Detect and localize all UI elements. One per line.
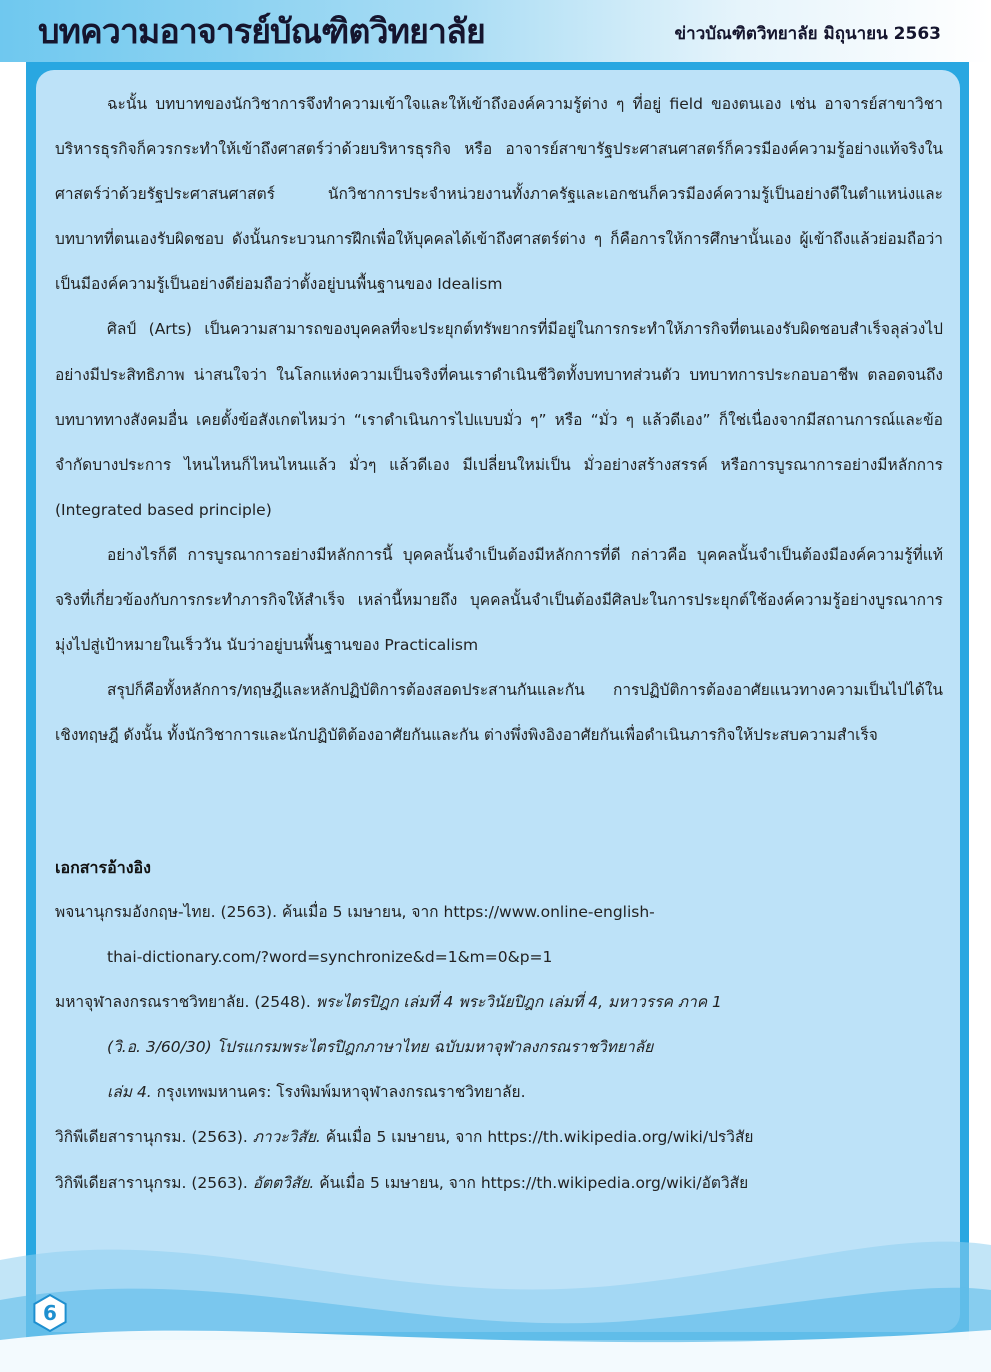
page-title: บทความอาจารย์บัณฑิตวิทยาลัย — [38, 12, 485, 52]
paragraph: ฉะนั้น บทบาทของนักวิชาการจึงทำความเข้าใจและให้เข้าถึงองค์ความรู้ต่าง ๆ ที่อยู่ field ของตนเอง เช่น อาจารย์สาขาวิชาบริหารธุรกิจก็ควรกระทำให้เข้าถึงศาสตร์ว่าด้วยบริหารธุรกิจ หรือ อาจารย์สาขารัฐประศาสนศาสตร์ก็ควรมีองค์ความรู้อย่างแท้จริงในศาสตร์ว่าด้วยรัฐประศาสนศาสตร์ นักวิชาการประจำหน่วยงานทั้งภาครัฐและเอกชนก็ควรมีองค์ความรู้เป็นอย่างดีในตำแหน่งและบทบาทที่ตนเองรับผิดชอบ ดังนั้นกระบวนการฝึกเพื่อให้บุคคลได้เข้าถึงศาสตร์ต่าง ๆ ก็คือการให้การศึกษานั้นเอง ผู้เข้าถึงแล้วย่อมถือว่าเป็นมีองค์ความรู้เป็นอย่างดีย่อมถือว่าตั้งอยู่บนพื้นฐานของ Idealism — [55, 95, 943, 294]
paragraph: สรุปก็คือทั้งหลักการ/ทฤษฎีและหลักปฏิบัติการต้องสอดประสานกันและกัน การปฏิบัติการต้องอาศัยแนวทางความเป็นไปได้ในเชิงทฤษฎี ดังนั้น ทั้งนักวิชาการและนักปฏิบัติต้องอาศัยกันและกัน ต่างพึ่งพิงอิงอาศัยกันเพื่อดำเนินภารกิจให้ประสบความสำเร็จ — [55, 681, 943, 745]
paragraph: ศิลป์ (Arts) เป็นความสามารถของบุคคลที่จะประยุกต์ทรัพยากรที่มีอยู่ในการกระทำให้ภารกิจที่ตนเองรับผิดชอบสำเร็จลุล่วงไปอย่างมีประสิทธิภาพ น่าสนใจว่า ในโลกแห่งความเป็นจริงที่คนเราดำเนินชีวิตทั้งบทบาทส่วนตัว บทบาทการประกอบอาชีพ ตลอดจนถึงบทบาททางสังคมอื่น เคยตั้งข้อสังเกตไหมว่า “เราดำเนินการไปแบบมั่ว ๆ” หรือ “มั่ว ๆ แล้วดีเอง” ก็ใช่เนื่องจากมีสถานการณ์และข้อจำกัดบางประการ ไหนไหนก็ไหนไหนแล้ว มั่วๆ แล้วดีเอง มีเปลี่ยนใหม่เป็น มั่วอย่างสร้างสรรค์ หรือการบูรณาการอย่างมีหลักการ (Integrated based principle) — [55, 320, 943, 519]
reference-item: พจนานุกรมอังกฤษ-ไทย. (2563). ค้นเมื่อ 5 เมษายน, จาก https://www.online-english- — [55, 903, 655, 921]
reference-continuation: (วิ.อ. 3/60/30) โปรแกรมพระไตรปิฎกภาษาไทย ฉบับมหาจุฬาลงกรณราชวิทยาลัย — [107, 1038, 654, 1057]
references-heading: เอกสารอ้างอิง — [55, 858, 151, 877]
reference-continuation: เล่ม 4. กรุงเทพมหานคร: โรงพิมพ์มหาจุฬาลงกรณราชวิทยาลัย. — [107, 1083, 526, 1102]
issue-label: ข่าวบัณฑิตวิทยาลัย มิถุนายน 2563 — [674, 24, 941, 44]
article-body — [55, 82, 943, 758]
reference-continuation: thai-dictionary.com/?word=synchronize&d=1&m=0&p=1 — [107, 948, 553, 967]
paragraph: อย่างไรก็ดี การบูรณาการอย่างมีหลักการนี้ บุคคลนั้นจำเป็นต้องมีหลักการที่ดี กล่าวคือ บุคคลนั้นจำเป็นต้องมีองค์ความรู้ที่แท้จริงที่เกี่ยวข้องกับการกระทำภารกิจให้สำเร็จ เหล่านี้หมายถึง บุคคลนั้นจำเป็นต้องมีศิลปะในการประยุกต์ใช้องค์ความรู้อย่างบูรณาการมุ่งไปสู่เป้าหมายในเร็ววัน นับว่าอยู่บนพื้นฐานของ Practicalism — [55, 545, 943, 655]
references-list — [55, 890, 943, 1206]
header-banner — [0, 0, 991, 62]
reference-item: วิกิพีเดียสารานุกรม. (2563). ภาวะวิสัย. ค้นเมื่อ 5 เมษายน, จาก https://th.wikipedia.org/wiki/ปรวิสัย — [55, 1128, 754, 1147]
reference-item: มหาจุฬาลงกรณราชวิทยาลัย. (2548). พระไตรปิฎก เล่มที่ 4 พระวินัยปิฎก เล่มที่ 4, มหาวรรค ภาค 1 — [55, 993, 722, 1012]
reference-item: วิกิพีเดียสารานุกรม. (2563). อัตตวิสัย. ค้นเมื่อ 5 เมษายน, จาก https://th.wikipedia.org/wiki/อัตวิสัย — [55, 1173, 749, 1192]
page-number: 6 — [43, 1301, 57, 1325]
decorative-wave — [0, 1190, 991, 1372]
